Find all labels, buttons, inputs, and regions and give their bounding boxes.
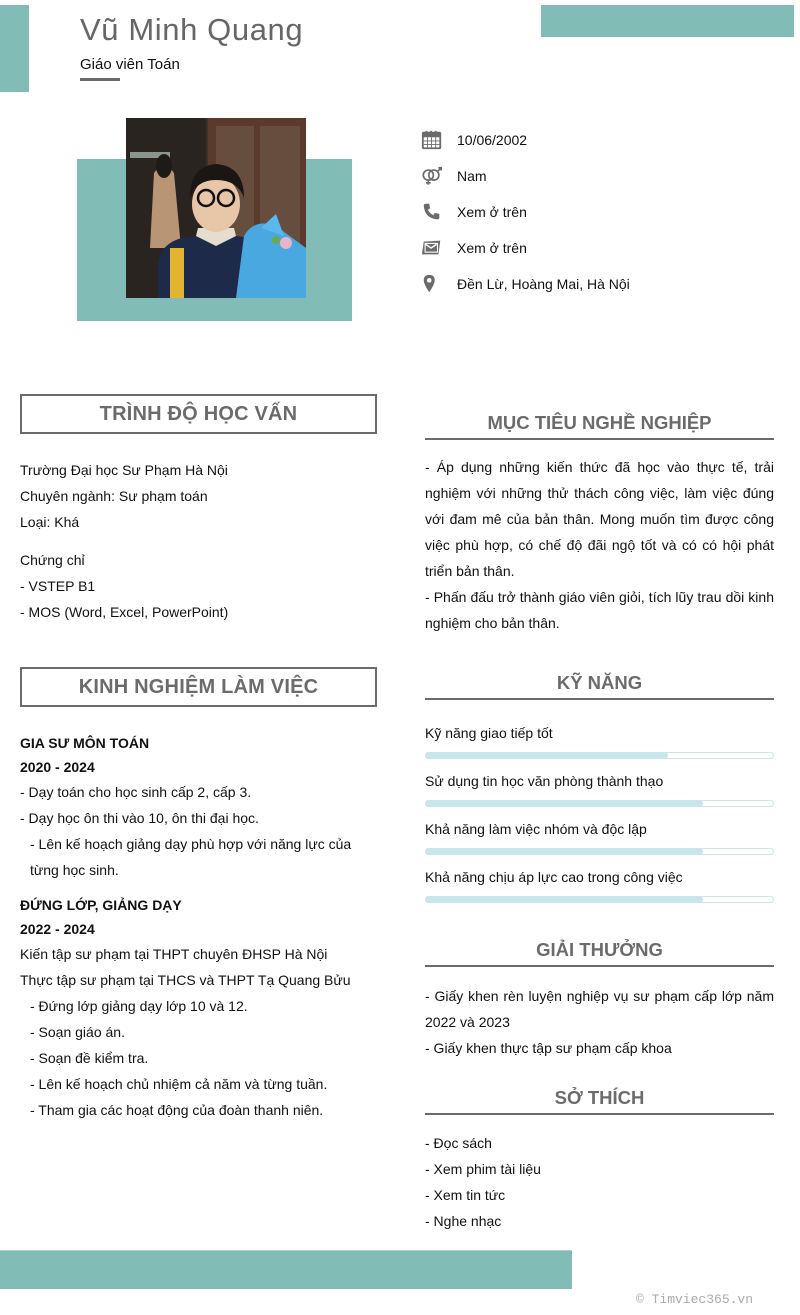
decorative-block-top-right	[541, 5, 794, 37]
skill-progress-fill	[425, 800, 703, 807]
education-heading: TRÌNH ĐỘ HỌC VẤN	[20, 394, 377, 434]
phone-icon	[421, 200, 445, 224]
skill-label: Kỹ năng giao tiếp tốt	[425, 725, 553, 741]
job-line: Thực tập sư phạm tại THCS và THPT Tạ Quang Bửu	[20, 972, 351, 988]
job-period: 2020 - 2024	[20, 759, 95, 775]
title-underline	[80, 78, 120, 81]
skill-item	[425, 771, 774, 807]
certificate-item: - VSTEP B1	[20, 578, 96, 594]
awards-heading: GIẢI THƯỞNG	[425, 939, 774, 967]
experience-heading: KINH NGHIỆM LÀM VIỆC	[20, 667, 377, 707]
job-title: GIA SƯ MÔN TOÁN	[20, 735, 150, 751]
map-pin-icon	[421, 272, 445, 296]
hobby-item: - Đọc sách	[425, 1135, 492, 1151]
skill-item	[425, 867, 774, 903]
skill-label: Khả năng chịu áp lực cao trong công việc	[425, 869, 683, 885]
objective-paragraph: - Áp dụng những kiến thức đã học vào thực tế, trải nghiệm với những thử thách công việc, làm việc đúng với đam mê của bản thân. Mong muốn tìm được công việc phù hợp, có chế độ đãi ngộ tốt và có có hội phát triển bản thân.	[425, 459, 774, 579]
job-line: - Dạy học ôn thi vào 10, ôn thi đại học.	[20, 810, 259, 826]
calendar-icon	[421, 128, 445, 152]
education-content	[20, 457, 380, 625]
decorative-block-left	[0, 5, 29, 92]
education-rank: Loại: Khá	[20, 514, 80, 530]
job-sub-line: - Tham gia các hoạt động của đoàn thanh niên.	[30, 1102, 324, 1118]
skill-item	[425, 819, 774, 855]
job-sub-line: - Soạn đề kiểm tra.	[30, 1050, 149, 1066]
job-sub-line: - Lên kế hoạch chủ nhiệm cả năm và từng tuần.	[30, 1076, 328, 1092]
job-period: 2022 - 2024	[20, 921, 95, 937]
skill-progress-track	[425, 752, 774, 759]
skill-progress-fill	[425, 848, 703, 855]
certificate-item: - MOS (Word, Excel, PowerPoint)	[20, 604, 229, 620]
skill-label: Khả năng làm việc nhóm và độc lập	[425, 821, 647, 837]
job-entry	[20, 731, 380, 883]
job-sub-line: - Lên kế hoạch giảng dạy phù hợp với năng lực của từng học sinh.	[30, 836, 352, 878]
awards-content	[425, 983, 774, 1061]
gender-icon	[421, 164, 445, 188]
skill-progress-track	[425, 800, 774, 807]
skill-progress-track	[425, 896, 774, 903]
avatar	[126, 118, 306, 298]
skill-label: Sử dụng tin học văn phòng thành thạo	[425, 773, 664, 789]
job-line: - Dạy toán cho học sinh cấp 2, cấp 3.	[20, 784, 252, 800]
award-item: - Giấy khen rèn luyện nghiệp vụ sư phạm cấp lớp năm 2022 và 2023	[425, 988, 774, 1030]
hobby-item: - Xem phim tài liệu	[425, 1161, 541, 1177]
job-line: Kiến tập sư phạm tại THPT chuyên ĐHSP Hà Nội	[20, 946, 328, 962]
hobbies-content	[425, 1130, 774, 1234]
experience-content	[20, 731, 380, 1123]
skill-progress-track	[425, 848, 774, 855]
skill-item	[425, 723, 774, 759]
hobbies-heading: SỞ THÍCH	[425, 1087, 774, 1115]
skill-progress-fill	[425, 752, 668, 759]
objective-paragraph: - Phấn đấu trở thành giáo viên giỏi, tích lũy trau dồi kinh nghiệm cho bản thân.	[425, 589, 774, 631]
education-school: Trường Đại học Sư Phạm Hà Nội	[20, 462, 228, 478]
objective-content	[425, 454, 774, 636]
copyright-watermark: © Timviec365.vn	[636, 1292, 754, 1307]
skill-progress-fill	[425, 896, 703, 903]
job-title: ĐỨNG LỚP, GIẢNG DẠY	[20, 897, 182, 913]
contact-birthdate: 10/06/2002	[421, 128, 527, 152]
job-entry	[20, 893, 380, 1123]
contact-gender: Nam	[421, 164, 487, 188]
contact-email: Xem ở trên	[421, 236, 527, 260]
contact-phone: Xem ở trên	[421, 200, 527, 224]
education-major: Chuyên ngành: Sư phạm toán	[20, 488, 208, 504]
objective-heading: MỤC TIÊU NGHỀ NGHIỆP	[425, 412, 774, 440]
hobby-item: - Xem tin tức	[425, 1187, 506, 1203]
hobby-item: - Nghe nhạc	[425, 1213, 502, 1229]
job-sub-line: - Đứng lớp giảng dạy lớp 10 và 12.	[30, 998, 248, 1014]
skills-heading: KỸ NĂNG	[425, 672, 774, 700]
envelope-icon	[421, 236, 445, 260]
certificates-label: Chứng chỉ	[20, 552, 85, 568]
job-title: Giáo viên Toán	[80, 56, 180, 73]
award-item: - Giấy khen thực tập sư phạm cấp khoa	[425, 1040, 672, 1056]
candidate-name: Vũ Minh Quang	[80, 12, 304, 47]
decorative-block-bottom	[0, 1250, 572, 1289]
contact-address: Đền Lừ, Hoàng Mai, Hà Nội	[421, 272, 630, 296]
job-sub-line: - Soạn giáo án.	[30, 1024, 125, 1040]
